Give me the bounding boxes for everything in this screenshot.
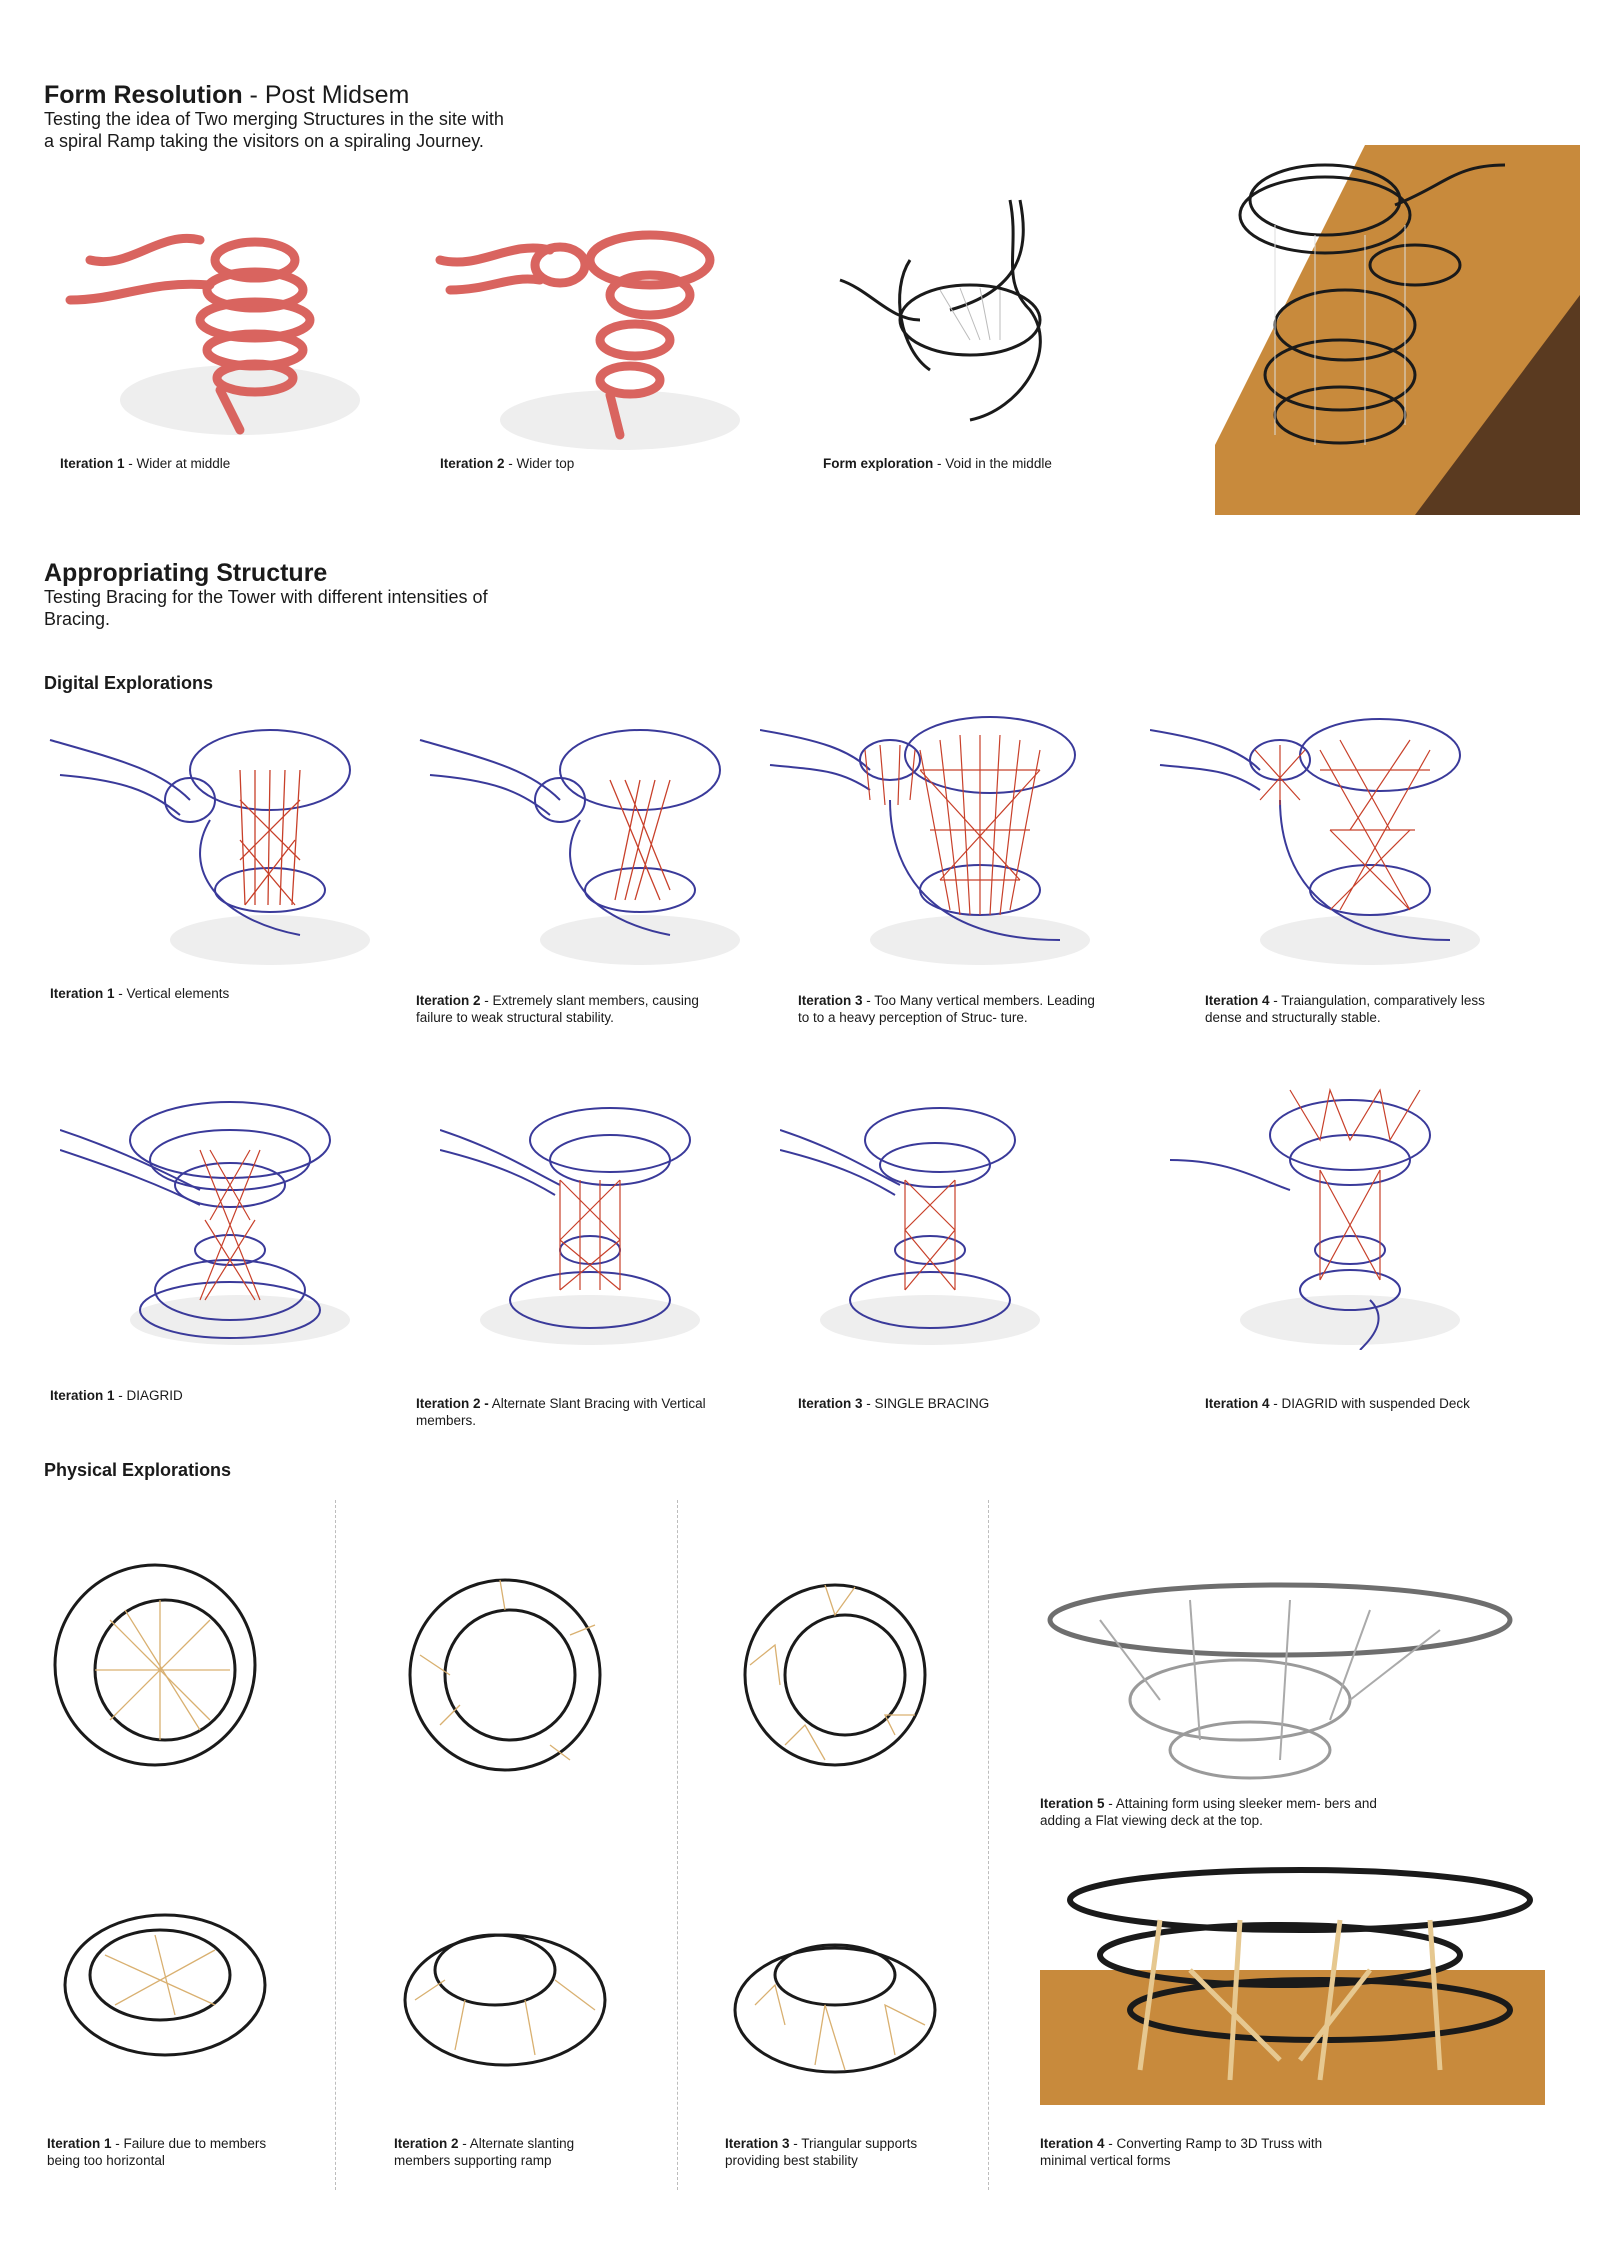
digital-r2-iteration-1-render bbox=[60, 1090, 360, 1350]
caption-physical-4: Iteration 4 - Converting Ramp to 3D Truss with minimal vertical forms bbox=[1040, 2136, 1323, 2168]
physical-iter1-perspective bbox=[55, 1895, 275, 2085]
caption-digital-r1-1: Iteration 1 - Vertical elements bbox=[50, 986, 230, 1001]
digital-explorations-heading: Digital Explorations bbox=[44, 673, 214, 693]
caption-physical-1: Iteration 1 - Failure due to members being too horizontal bbox=[47, 2136, 267, 2168]
title-rest: - Post Midsem bbox=[242, 81, 410, 109]
form-exploration-wire-model bbox=[830, 190, 1070, 440]
caption-form-iteration-1: Iteration 1 - Wider at middle bbox=[60, 456, 231, 471]
caption-physical-5: Iteration 5 - Attaining form using sleeker mem- bers and adding a Flat viewing deck at the top. bbox=[1040, 1796, 1377, 1828]
physical-iter4-model-photo bbox=[1040, 1860, 1545, 2105]
physical-iter2-perspective bbox=[395, 1910, 615, 2080]
divider-1 bbox=[335, 1500, 336, 2190]
section-title-form-resolution bbox=[44, 80, 409, 110]
digital-r2-iteration-3-render bbox=[780, 1090, 1080, 1350]
caption-digital-r2-4: Iteration 4 - DIAGRID with suspended Deck bbox=[1205, 1396, 1470, 1411]
caption-digital-r2-3: Iteration 3 - SINGLE BRACING bbox=[798, 1396, 990, 1411]
caption-form-exploration: Form exploration - Void in the middle bbox=[823, 456, 1052, 471]
physical-iter2-plan bbox=[400, 1575, 610, 1785]
physical-iter3-perspective bbox=[725, 1915, 945, 2085]
section1-intro: Testing the idea of Two merging Structures in the site with a spiral Ramp taking the visitors on a spiraling Journey. bbox=[44, 109, 504, 151]
digital-r2-iteration-2-render bbox=[440, 1090, 740, 1350]
digital-r2-iteration-4-render bbox=[1170, 1080, 1470, 1350]
physical-iter1-plan bbox=[50, 1560, 270, 1780]
iteration2-spiral-render bbox=[420, 220, 760, 450]
caption-form-iteration-2: Iteration 2 - Wider top bbox=[440, 456, 575, 471]
digital-r1-iteration-2-render bbox=[410, 720, 750, 970]
physical-explorations-heading: Physical Explorations bbox=[44, 1460, 232, 1480]
site-model-photo bbox=[1215, 145, 1580, 515]
digital-r1-iteration-3-render bbox=[760, 710, 1100, 970]
title-bold: Form Resolution bbox=[44, 81, 243, 109]
caption-digital-r2-1: Iteration 1 - DIAGRID bbox=[50, 1388, 183, 1403]
section-title-appropriating-structure: Appropriating Structure bbox=[44, 559, 328, 587]
physical-iter5-model-photo bbox=[1040, 1570, 1520, 1810]
iteration1-spiral-render bbox=[40, 200, 380, 440]
digital-r1-iteration-1-render bbox=[40, 720, 380, 970]
caption-digital-r1-3: Iteration 3 - Too Many vertical members. Leading to to a heavy perception of Struc- ture. bbox=[798, 993, 1095, 1025]
caption-digital-r2-2: Iteration 2 - Alternate Slant Bracing with Vertical members. bbox=[416, 1396, 706, 1428]
divider-2 bbox=[677, 1500, 678, 2190]
digital-r1-iteration-4-render bbox=[1150, 710, 1490, 970]
caption-physical-3: Iteration 3 - Triangular supports providing best stability bbox=[725, 2136, 918, 2168]
caption-digital-r1-2: Iteration 2 - Extremely slant members, causing failure to weak structural stability. bbox=[416, 993, 699, 1025]
physical-iter3-plan bbox=[735, 1575, 935, 1775]
caption-digital-r1-4: Iteration 4 - Traiangulation, comparatively less dense and structurally stable. bbox=[1205, 993, 1485, 1025]
section2-intro: Testing Bracing for the Tower with different intensities of Bracing. bbox=[44, 587, 488, 629]
divider-3 bbox=[988, 1500, 989, 2190]
caption-physical-2: Iteration 2 - Alternate slanting members supporting ramp bbox=[394, 2136, 575, 2168]
